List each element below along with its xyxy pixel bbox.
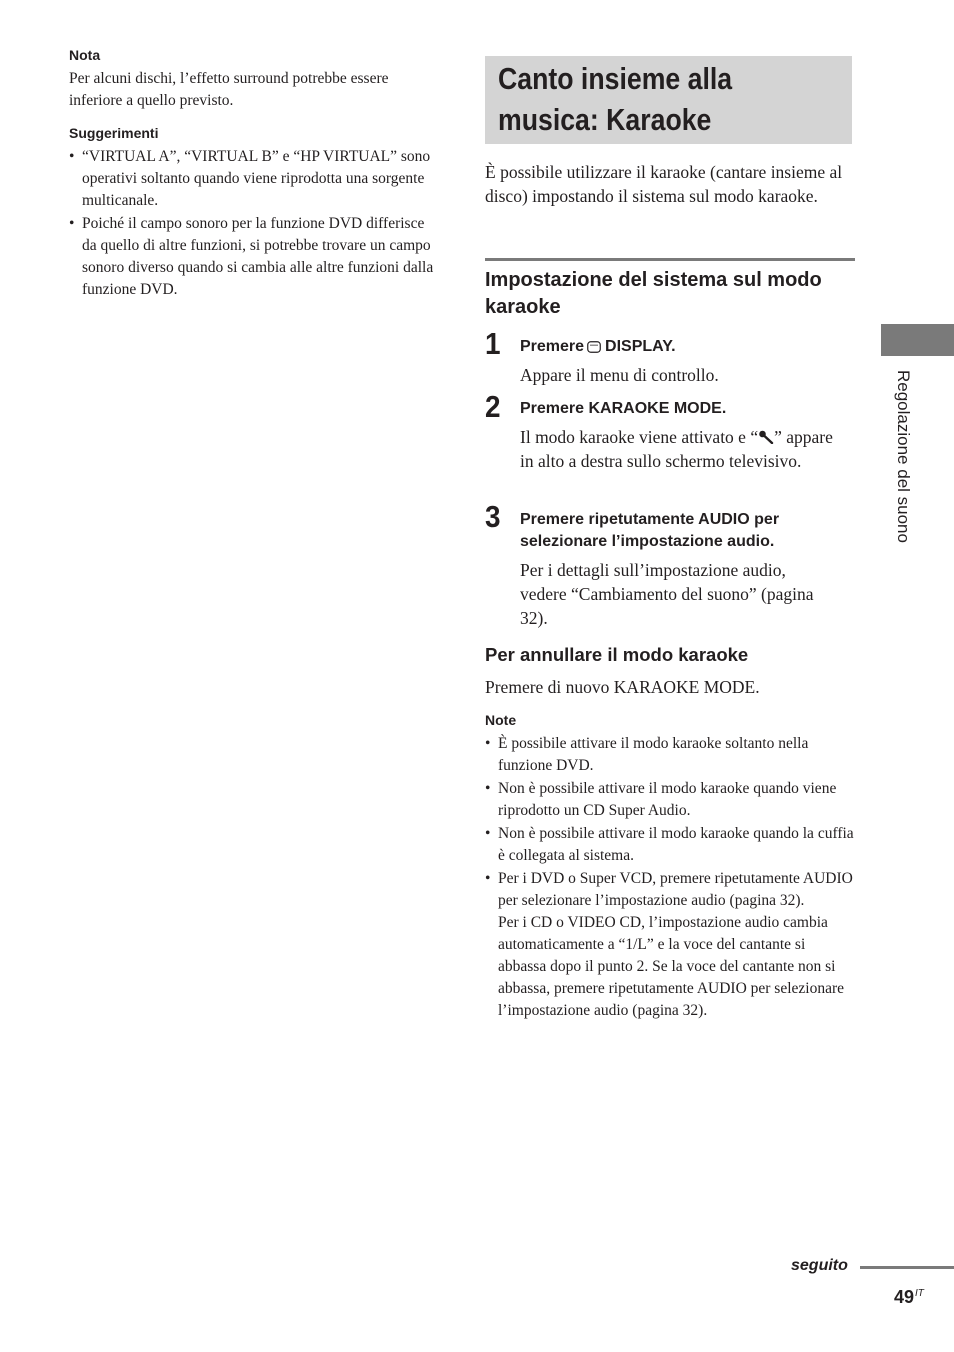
list-item: • Non è possibile attivare il modo karaoke quando la cuffia è collegata al sistema.: [485, 823, 857, 867]
cancel-heading: Per annullare il modo karaoke: [485, 644, 749, 665]
list-item: • Non è possibile attivare il modo karaoke quando viene riprodotto un CD Super Audio.: [485, 778, 857, 822]
page-number: [894, 1283, 924, 1308]
step-description: Appare il menu di controllo.: [520, 365, 719, 385]
suggerimenti-heading: Suggerimenti: [69, 125, 159, 141]
step-instruction-text: DISPLAY.: [605, 338, 676, 355]
list-item: • È possibile attivare il modo karaoke soltanto nella funzione DVD.: [485, 733, 857, 777]
section-title-box: [485, 56, 852, 144]
suggerimenti-list: [69, 146, 439, 301]
step-number: 2: [485, 389, 501, 424]
page-number-value: 49: [894, 1287, 915, 1307]
list-item-paragraph: Per i CD o VIDEO CD, l’impostazione audio cambia automaticamente a “1/L” e la voce del cantante si abbassa dopo il punto 2. Se la voce del cantante non si abbassa, premere ripetutamente AUDIO per selezionare l’impostazione audio (pagina 32).: [498, 914, 845, 1019]
page-language-suffix: IT: [915, 1288, 924, 1299]
continued-rule: [860, 1266, 954, 1269]
subheading: Impostazione del sistema sul modo karaoke: [485, 269, 822, 318]
step-description-text: ” appare in alto a destra sullo schermo televisivo.: [520, 427, 833, 471]
section-title: [498, 58, 795, 140]
list-item-paragraph: • Per i DVD o Super VCD, premere ripetutamente AUDIO per selezionare l’impostazione audio (pagina 32).: [498, 870, 853, 909]
step-instruction: [520, 336, 840, 358]
notes-heading: Note: [485, 712, 517, 728]
nota-text: Per alcuni dischi, l’effetto surround potrebbe essere inferiore a quello previsto.: [69, 70, 389, 109]
intro-paragraph: È possibile utilizzare il karaoke (cantare insieme al disco) impostando il sistema sul modo karaoke.: [485, 162, 843, 206]
list-item: • Poiché il campo sonoro per la funzione DVD differisce da quello di altre funzioni, si potrebbe trovare un campo sonoro diverso quando si cambia alle altre funzioni dalla funzione DVD.: [69, 213, 439, 301]
continued-label: seguito: [791, 1257, 848, 1274]
step-instruction: Premere ripetutamente AUDIO per selezionare l’impostazione audio.: [520, 511, 780, 550]
step-number: 3: [485, 499, 501, 534]
side-tab-label: Regolazione del suono: [894, 370, 913, 543]
section-title-line: Canto insieme alla: [498, 61, 733, 96]
left-column: [69, 46, 439, 302]
step-description: [520, 425, 850, 473]
step-instruction-text: Premere: [520, 338, 585, 355]
microphone-icon: [758, 426, 774, 440]
section-rule: [485, 258, 855, 261]
step-instruction: Premere KARAOKE MODE.: [520, 400, 727, 417]
cancel-text: Premere di nuovo KARAOKE MODE.: [485, 677, 760, 697]
side-tab-marker: [881, 324, 954, 356]
list-item: • “VIRTUAL A”, “VIRTUAL B” e “HP VIRTUAL” sono operativi soltanto quando viene riprodotta una sorgente multicanale.: [69, 146, 439, 212]
nota-heading: Nota: [69, 47, 101, 63]
list-item: [485, 868, 857, 1022]
display-button-icon: [587, 338, 601, 350]
step-description-text: Il modo karaoke viene attivato e “: [520, 427, 759, 447]
notes-list: [485, 733, 857, 1023]
section-title-line: musica: Karaoke: [498, 102, 712, 137]
step-number: 1: [485, 326, 501, 361]
step-description: Per i dettagli sull’impostazione audio, vedere “Cambiamento del suono” (pagina 32).: [520, 560, 814, 628]
